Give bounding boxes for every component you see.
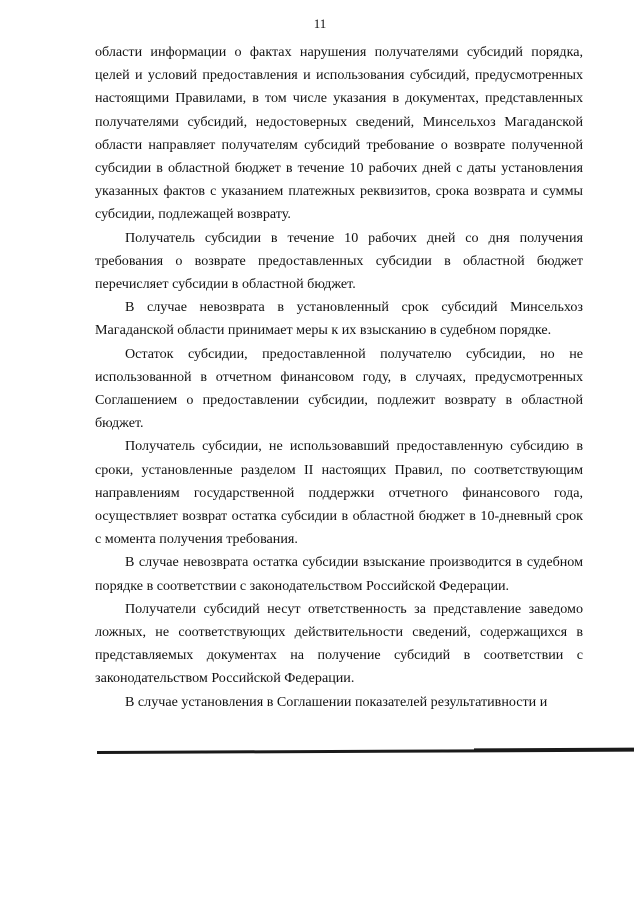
paragraph: В случае невозврата в установленный срок субсидий Минсельхоз Магаданской области принимает меры к их взысканию в судебном порядке. bbox=[95, 299, 583, 339]
paragraph: Получатель субсидии в течение 10 рабочих дней со дня получения требования о возврате предоставленных субсидии в областной бюджет перечисляет субсидии в областной бюджет. bbox=[95, 229, 583, 293]
paragraph: Получатель субсидии, не использовавший предоставленную субсидию в сроки, установленные разделом II настоящих Правил, по соответствующим направлениям государственной поддержки отчетного финансового года, осуществляет возврат остатка субсидии в областной бюджет в 10-дневный срок с момента получения требования. bbox=[95, 438, 583, 548]
paragraph: области информации о фактах нарушения получателями субсидий порядка, целей и условий предоставления и использования субсидий, предусмотренных настоящими Правилами, в том числе указания в документах, представленных получателями субсидий, недостоверных сведений, Минсельхоз Магаданской области направляет получателям субсидий требование о возврате полученной субсидии в областной бюджет в течение 10 рабочих дней с даты установления указанных фактов с указанием платежных реквизитов, срока возврата и суммы субсидии, подлежащей возврату. bbox=[95, 44, 583, 223]
scan-edge-rule bbox=[97, 749, 634, 754]
paragraph: Остаток субсидии, предоставленной получателю субсидии, но не использованной в отчетном финансовом году, в случаях, предусмотренных Соглашением о предоставлении субсидии, подлежит возврату в областной бюджет. bbox=[95, 345, 583, 432]
paragraph: В случае невозврата остатка субсидии взыскание производится в судебном порядке в соответствии с законодательством Российской Федерации. bbox=[95, 554, 583, 594]
document-body bbox=[95, 41, 583, 714]
page-number: 11 bbox=[313, 16, 327, 31]
paragraph: Получатели субсидий несут ответственность за представление заведомо ложных, не соответствующих действительности сведений, содержащихся в представляемых документах на получение субсидий в соответствии с законодательством Российской Федерации. bbox=[95, 600, 583, 687]
paragraph: В случае установления в Соглашении показателей результативности и bbox=[125, 693, 548, 710]
